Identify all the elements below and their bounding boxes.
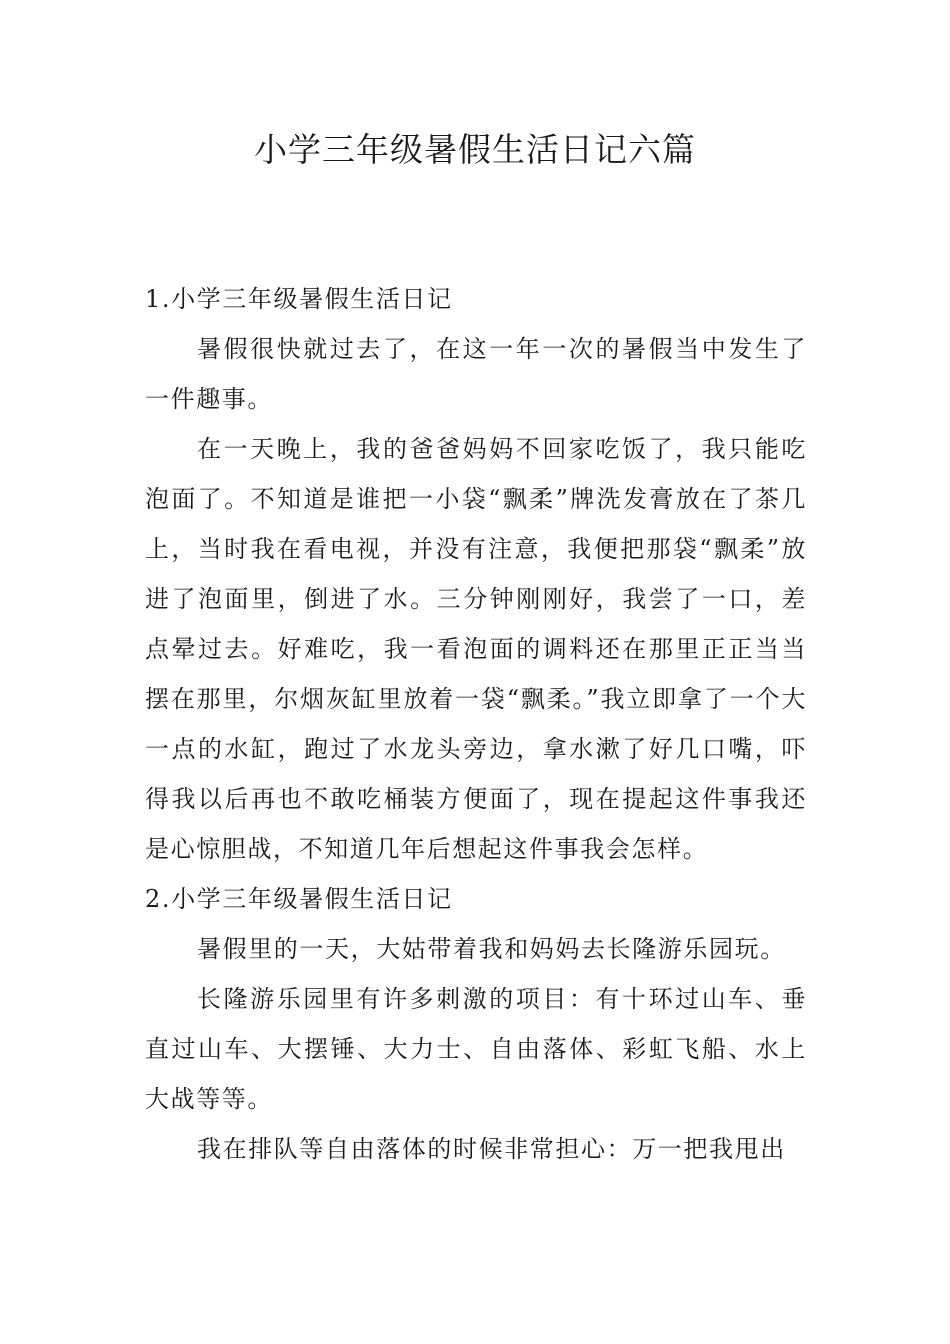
paragraph: 在一天晚上，我的爸爸妈妈不回家吃饭了，我只能吃泡面了。不知道是谁把一小袋“飘柔”牌洗发膏放在了茶几上，当时我在看电视，并没有注意，我便把那袋“飘柔”放进了泡面里，倒进了水。三分钟刚刚好，我尝了一口，差点晕过去。好难吃，我一看泡面的调料还在那里正正当当摆在那里，尔烟灰缸里放着一袋“飘柔。”我立即拿了一个大一点的水缸，跑过了水龙头旁边，拿水漱了好几口嘴，吓得我以后再也不敢吃桶装方便面了，现在提起这件事我还是心惊胆战，不知道几年后想起这件事我会怎样。 <box>145 435 807 863</box>
paragraph: 长隆游乐园里有许多刺激的项目：有十环过山车、垂直过山车、大摆锤、大力士、自由落体、彩虹飞船、水上大战等等。 <box>145 985 807 1113</box>
document-body <box>145 274 807 1174</box>
section-heading: 2.小学三年级暑假生活日记 <box>145 885 453 913</box>
paragraph: 暑假很快就过去了，在这一年一次的暑假当中发生了一件趣事。 <box>145 335 807 413</box>
section-heading: 1.小学三年级暑假生活日记 <box>145 285 453 313</box>
diary-section-2 <box>145 874 807 1174</box>
document-title: 小学三年级暑假生活日记六篇 <box>254 130 696 169</box>
paragraph: 我在排队等自由落体的时候非常担心：万一把我甩出 <box>197 1135 786 1163</box>
paragraph: 暑假里的一天，大姑带着我和妈妈去长隆游乐园玩。 <box>197 935 786 963</box>
diary-section-1 <box>145 274 807 874</box>
